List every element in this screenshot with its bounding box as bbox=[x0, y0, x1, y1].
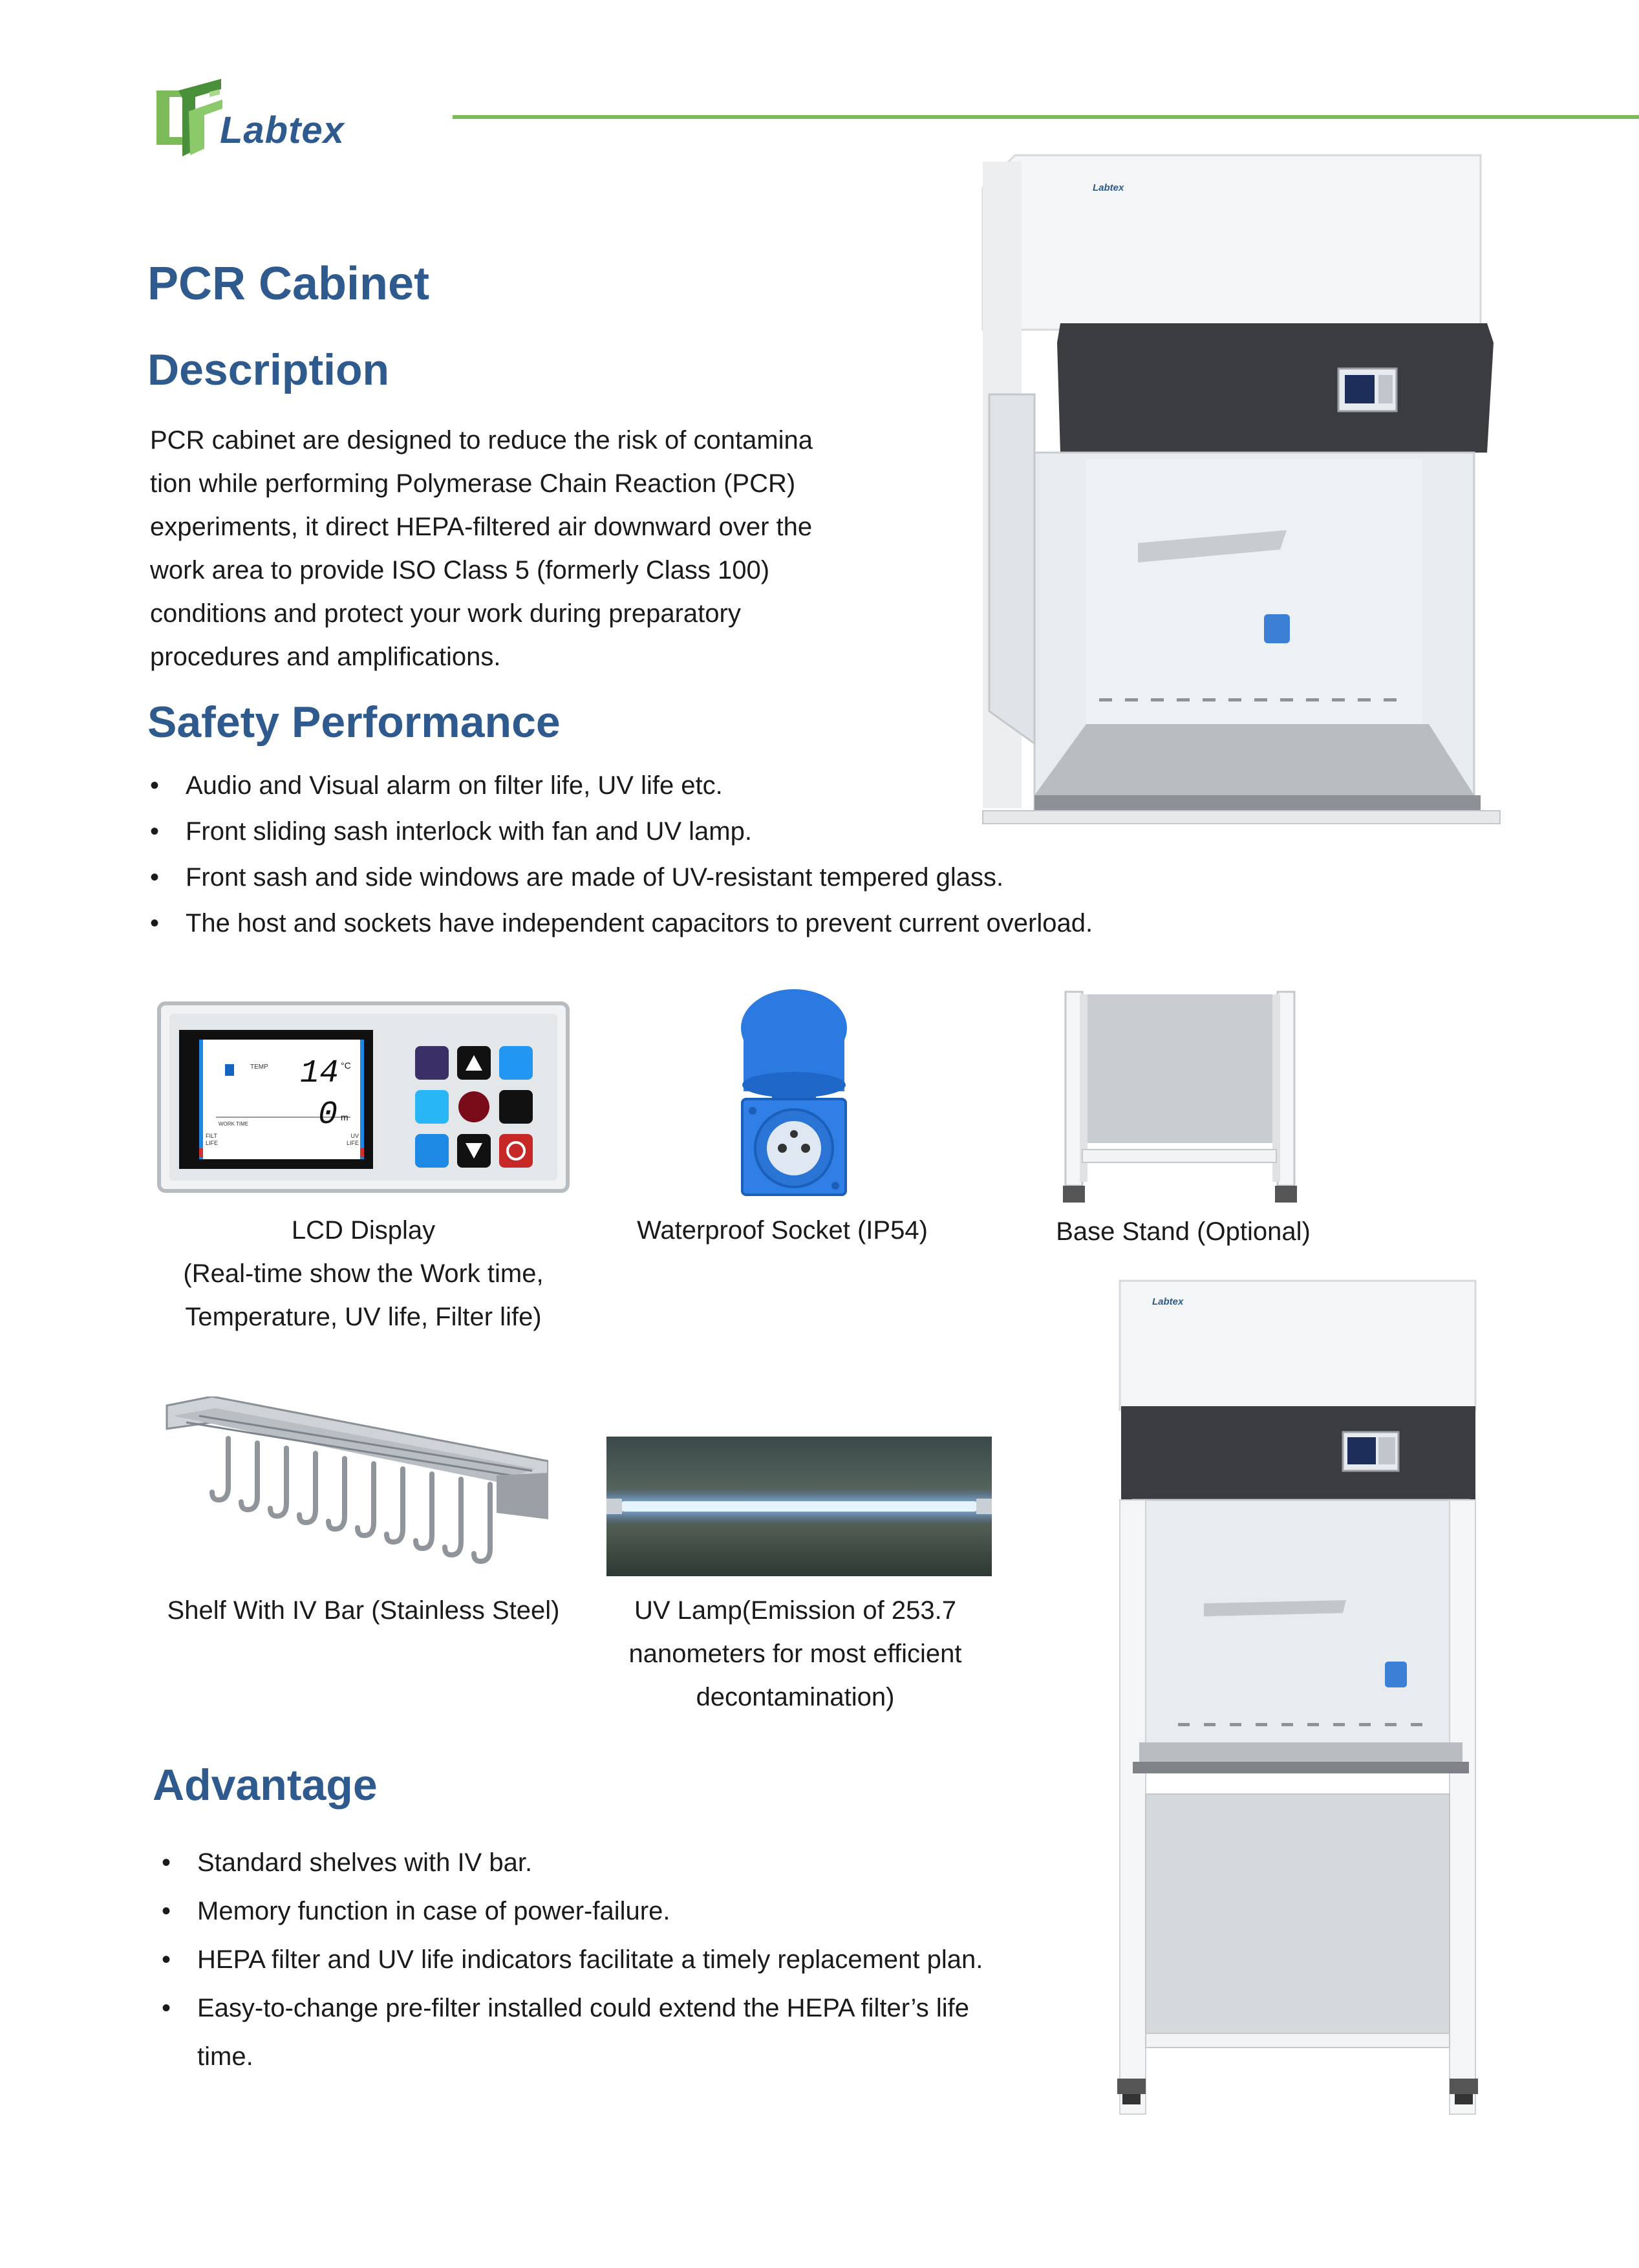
description-line: conditions and protect your work during preparatory bbox=[150, 599, 741, 628]
cabinet-logo: Labtex bbox=[1152, 1296, 1184, 1307]
cabinet-logo: Labtex bbox=[1093, 182, 1124, 193]
list-item: • Standard shelves with IV bar. bbox=[162, 1839, 1131, 1887]
description-line: work area to provide ISO Class 5 (formerly Class 100) bbox=[150, 556, 770, 584]
caption-line: decontamination) bbox=[696, 1683, 895, 1711]
header-accent-line bbox=[453, 115, 1639, 119]
lcd-temp-label: TEMP bbox=[250, 1064, 268, 1071]
list-item: • Front sash and side windows are made of UV-resistant tempered glass. bbox=[150, 855, 1378, 901]
pcr-cabinet-image bbox=[976, 149, 1506, 834]
stand-caption: Base Stand (Optional) bbox=[1056, 1217, 1311, 1246]
waterproof-socket-image bbox=[736, 988, 852, 1201]
lcd-work-time-label: WORK TIME bbox=[219, 1121, 249, 1127]
list-item: • HEPA filter and UV life indicators facilitate a timely replacement plan. bbox=[162, 1936, 1131, 1984]
list-item-line: time. bbox=[197, 2042, 253, 2071]
advantage-heading: Advantage bbox=[153, 1760, 378, 1810]
uv-lamp-caption bbox=[582, 1589, 1009, 1719]
list-item bbox=[162, 1984, 1131, 2081]
lcd-uv-life-label: UV LIFE bbox=[346, 1133, 359, 1146]
caption-line: UV Lamp(Emission of 253.7 bbox=[634, 1596, 956, 1625]
description-paragraph bbox=[150, 419, 978, 679]
description-line: experiments, it direct HEPA-filtered air downward over the bbox=[150, 513, 813, 541]
base-stand-image bbox=[1060, 988, 1300, 1208]
list-item-line: • Easy-to-change pre-filter installed could extend the HEPA filter’s life bbox=[197, 1994, 969, 2022]
list-item: • The host and sockets have independent capacitors to prevent current overload. bbox=[150, 901, 1378, 947]
lcd-display-image bbox=[156, 1001, 570, 1195]
pcr-cabinet-with-stand-image bbox=[1113, 1277, 1482, 2117]
description-line: PCR cabinet are designed to reduce the risk of contamina bbox=[150, 426, 813, 455]
description-line: tion while performing Polymerase Chain Reaction (PCR) bbox=[150, 469, 796, 498]
lcd-caption bbox=[144, 1209, 583, 1339]
lcd-time-value: 0 bbox=[318, 1097, 338, 1133]
caption-line: nanometers for most efficient bbox=[628, 1640, 962, 1668]
list-item: • Front sliding sash interlock with fan and UV lamp. bbox=[150, 809, 1378, 855]
description-heading: Description bbox=[147, 345, 390, 394]
shelf-caption: Shelf With IV Bar (Stainless Steel) bbox=[167, 1596, 560, 1625]
caption-line: (Real-time show the Work time, bbox=[183, 1259, 544, 1288]
shelf-iv-bar-image bbox=[160, 1396, 548, 1571]
caption-line: Temperature, UV life, Filter life) bbox=[185, 1303, 542, 1331]
brand-logo-text: Labtex bbox=[220, 109, 345, 151]
lcd-filt-life-label: FILT LIFE bbox=[206, 1133, 219, 1146]
socket-caption: Waterproof Socket (IP54) bbox=[637, 1216, 928, 1245]
page-title: PCR Cabinet bbox=[147, 258, 430, 310]
description-line: procedures and amplifications. bbox=[150, 643, 501, 671]
safety-heading: Safety Performance bbox=[147, 698, 561, 747]
lcd-temp-unit: °C bbox=[341, 1060, 351, 1071]
list-item: • Memory function in case of power-failure. bbox=[162, 1887, 1131, 1936]
brand-logo bbox=[150, 72, 383, 169]
list-item: • Audio and Visual alarm on filter life, UV life etc. bbox=[150, 763, 1378, 809]
lcd-time-unit: m bbox=[341, 1112, 348, 1122]
advantage-list bbox=[162, 1839, 1131, 2081]
caption-line: LCD Display bbox=[291, 1216, 436, 1245]
lcd-temp-value: 14 bbox=[300, 1055, 339, 1092]
uv-lamp-image bbox=[606, 1437, 992, 1576]
